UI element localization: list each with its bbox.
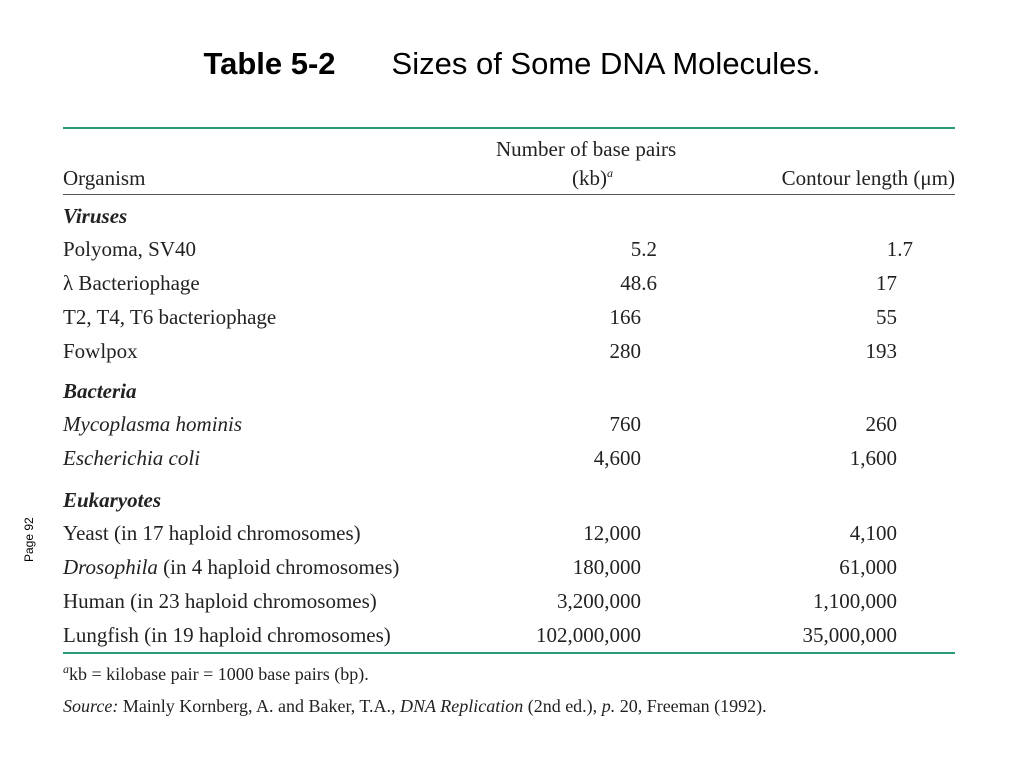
organism-cell <box>63 412 242 437</box>
base-pairs-cell: 760 <box>609 412 641 436</box>
contour-length-cell: 1.7 <box>886 237 913 261</box>
source-book: DNA Replication <box>400 696 524 716</box>
section-heading: Bacteria <box>63 379 137 403</box>
contour-length-cell: 17 <box>876 271 897 295</box>
base-pairs-cell: 180,000 <box>572 555 641 579</box>
organism-name: T2, T4, T6 bacteriophage <box>63 305 277 329</box>
bottom-rule <box>63 652 955 654</box>
table-row <box>0 446 1024 478</box>
base-pairs-cell: 3,200,000 <box>557 589 641 613</box>
contour-length-cell: 55 <box>876 305 897 329</box>
base-pairs-cell: 4,600 <box>593 446 641 470</box>
source-text-3: 20, Freeman (1992). <box>615 696 767 716</box>
source-page-label: p. <box>601 696 616 716</box>
slide-title <box>0 46 1024 82</box>
base-pairs-cell: 166 <box>609 305 641 329</box>
table-number: Table 5-2 <box>203 46 336 81</box>
table-row <box>0 623 1024 655</box>
organism-name: λ Bacteriophage <box>63 271 200 295</box>
organism-name: Lungfish (in 19 haploid chromosomes) <box>63 623 391 647</box>
organism-name: Fowlpox <box>63 339 138 363</box>
footnote-text: kb = kilobase pair = 1000 base pairs (bp). <box>69 664 369 684</box>
contour-length-cell: 35,000,000 <box>802 623 897 647</box>
table-row <box>0 412 1024 444</box>
source-text-1: Mainly Kornberg, A. and Baker, T.A., <box>118 696 401 716</box>
organism-cell <box>63 446 200 471</box>
source-text-2: (2nd ed.), <box>523 696 602 716</box>
organism-name: (in 4 haploid chromosomes) <box>157 555 400 579</box>
footnote-marker: a <box>63 662 69 676</box>
organism-name: Yeast (in 17 haploid chromosomes) <box>63 521 361 545</box>
contour-length-cell: 4,100 <box>849 521 897 545</box>
table-row <box>0 555 1024 587</box>
organism-cell <box>63 271 200 296</box>
page-label: Page 92 <box>22 517 36 562</box>
section-heading: Viruses <box>63 204 128 228</box>
organism-name: Polyoma, SV40 <box>63 237 197 261</box>
organism-genus: Drosophila <box>63 555 158 579</box>
base-pairs-cell: 12,000 <box>583 521 641 545</box>
source-label: Source: <box>63 696 119 716</box>
source-note <box>63 696 767 717</box>
organism-name: Mycoplasma hominis <box>63 412 243 436</box>
table-row <box>0 339 1024 371</box>
organism-cell <box>63 521 361 546</box>
table-row <box>0 305 1024 337</box>
section-heading: Eukaryotes <box>63 488 162 512</box>
base-pairs-cell: 102,000,000 <box>536 623 641 647</box>
base-pairs-cell: 48.6 <box>620 271 657 295</box>
header-organism: Organism <box>63 166 146 190</box>
header-bp-line2 <box>572 166 613 191</box>
header-bp-line1: Number of base pairs <box>496 137 677 161</box>
contour-length-cell: 260 <box>865 412 897 436</box>
organism-cell <box>63 339 138 364</box>
table-row <box>0 271 1024 303</box>
table-title: Sizes of Some DNA Molecules. <box>391 46 821 81</box>
organism-cell <box>63 623 391 648</box>
organism-name: Human (in 23 haploid chromosomes) <box>63 589 377 613</box>
table-row <box>0 237 1024 269</box>
organism-name: Escherichia coli <box>63 446 201 470</box>
base-pairs-cell: 5.2 <box>630 237 657 261</box>
organism-cell <box>63 237 196 262</box>
organism-cell <box>63 555 399 580</box>
header-rule <box>63 194 955 195</box>
contour-length-cell: 61,000 <box>839 555 897 579</box>
header-bp-footnote-marker: a <box>607 166 613 180</box>
contour-length-cell: 193 <box>865 339 897 363</box>
organism-cell <box>63 589 377 614</box>
table-row <box>0 521 1024 553</box>
base-pairs-cell: 280 <box>609 339 641 363</box>
header-bp-unit: (kb) <box>572 166 607 190</box>
header-contour-length: Contour length (μm) <box>781 166 955 190</box>
top-rule <box>63 127 955 129</box>
table-row <box>0 589 1024 621</box>
contour-length-cell: 1,100,000 <box>813 589 897 613</box>
organism-cell <box>63 305 276 330</box>
contour-length-cell: 1,600 <box>849 446 897 470</box>
footnote <box>63 662 369 685</box>
